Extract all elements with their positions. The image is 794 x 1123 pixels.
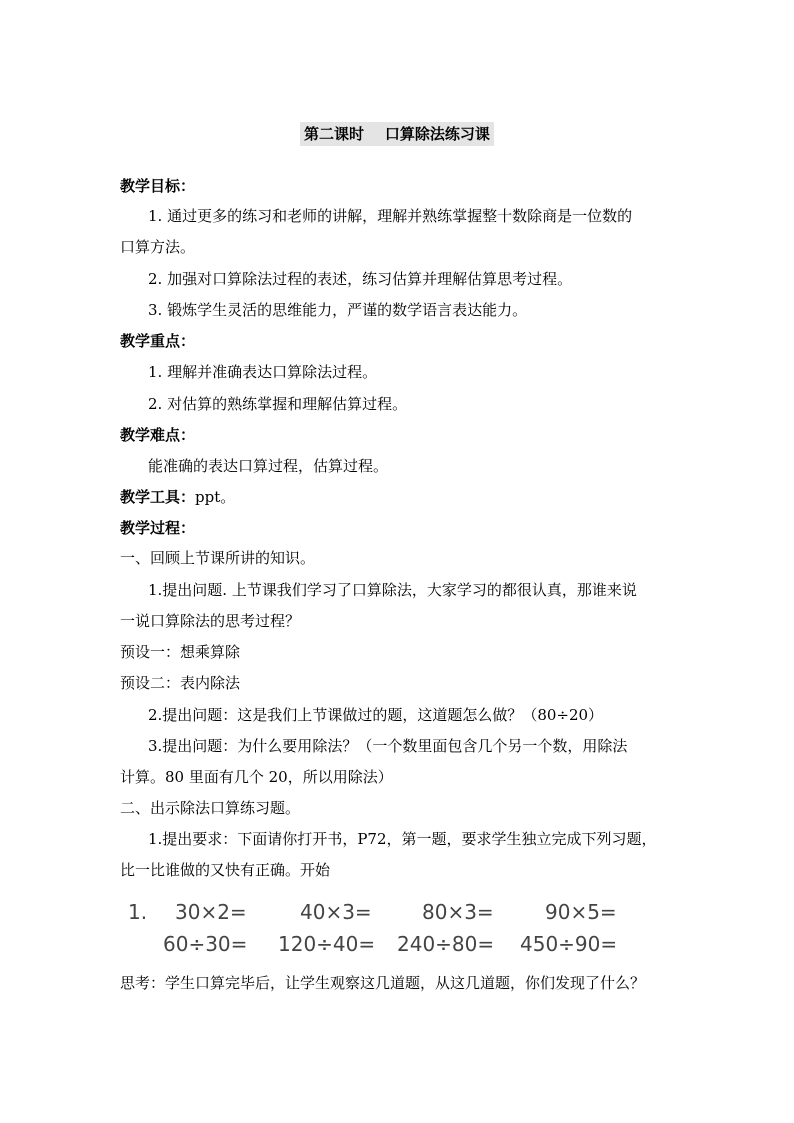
process-step-3-cont: 计算。80 里面有几个 20，所以用除法） — [120, 768, 393, 786]
thinking-prompt: 思考：学生口算完毕后，让学生观察这几道题，从这几道题，你们发现了什么？ — [120, 974, 646, 992]
heading-process: 教学过程： — [120, 519, 196, 537]
process-step-1-cont: 一说口算除法的思考过程？ — [120, 612, 301, 630]
key-point-1: 1. 理解并准确表达口算除法过程。 — [148, 363, 378, 381]
heading-objectives: 教学目标： — [120, 177, 196, 195]
exercise-item: 240÷80= — [397, 932, 495, 956]
exercise-number: 1. — [128, 900, 148, 924]
objective-3: 3. 锻炼学生灵活的思维能力，严谨的数学语言表达能力。 — [148, 301, 528, 319]
preset-1: 预设一：想乘算除 — [120, 643, 241, 661]
requirement-1-cont: 比一比谁做的又快有正确。开始 — [120, 861, 331, 879]
exercise-item: 90×5= — [545, 900, 617, 924]
difficulty-text: 能准确的表达口算过程，估算过程。 — [148, 457, 389, 475]
exercise-row-1 — [0, 900, 794, 930]
objective-1-cont: 口算方法。 — [120, 238, 196, 256]
requirement-1: 1.提出要求：下面请你打开书，P72，第一题，要求学生独立完成下列习题， — [148, 830, 657, 848]
exercise-item: 80×3= — [422, 900, 494, 924]
heading-tools: 教学工具： — [120, 488, 196, 506]
process-step-2: 2.提出问题：这是我们上节课做过的题，这道题怎么做？（80÷20） — [148, 706, 604, 724]
exercise-item: 120÷40= — [278, 932, 376, 956]
objective-1: 1. 通过更多的练习和老师的讲解，理解并熟练掌握整十数除商是一位数的 — [148, 207, 633, 225]
section-1-title: 一、回顾上节课所讲的知识。 — [120, 549, 316, 567]
process-step-1: 1.提出问题. 上节课我们学习了口算除法，大家学习的都很认真，那谁来说 — [148, 581, 637, 599]
exercise-item: 40×3= — [300, 900, 372, 924]
exercise-row-2 — [0, 932, 794, 962]
section-2-title: 二、出示除法口算练习题。 — [120, 799, 301, 817]
key-point-2: 2. 对估算的熟练掌握和理解估算过程。 — [148, 395, 408, 413]
tools-line — [120, 486, 235, 508]
exercise-item: 30×2= — [175, 900, 247, 924]
heading-key-points: 教学重点： — [120, 332, 196, 350]
exercise-item: 60÷30= — [163, 932, 248, 956]
process-step-3: 3.提出问题：为什么要用除法？（一个数里面包含几个另一个数，用除法 — [148, 737, 628, 755]
preset-2: 预设二：表内除法 — [120, 674, 241, 692]
tools-value: ppt。 — [195, 488, 236, 506]
exercise-item: 450÷90= — [520, 932, 618, 956]
objective-2: 2. 加强对口算除法过程的表述，练习估算并理解估算思考过程。 — [148, 270, 573, 288]
lesson-title: 第二课时 口算除法练习课 — [300, 122, 494, 146]
heading-difficulties: 教学难点： — [120, 426, 196, 444]
